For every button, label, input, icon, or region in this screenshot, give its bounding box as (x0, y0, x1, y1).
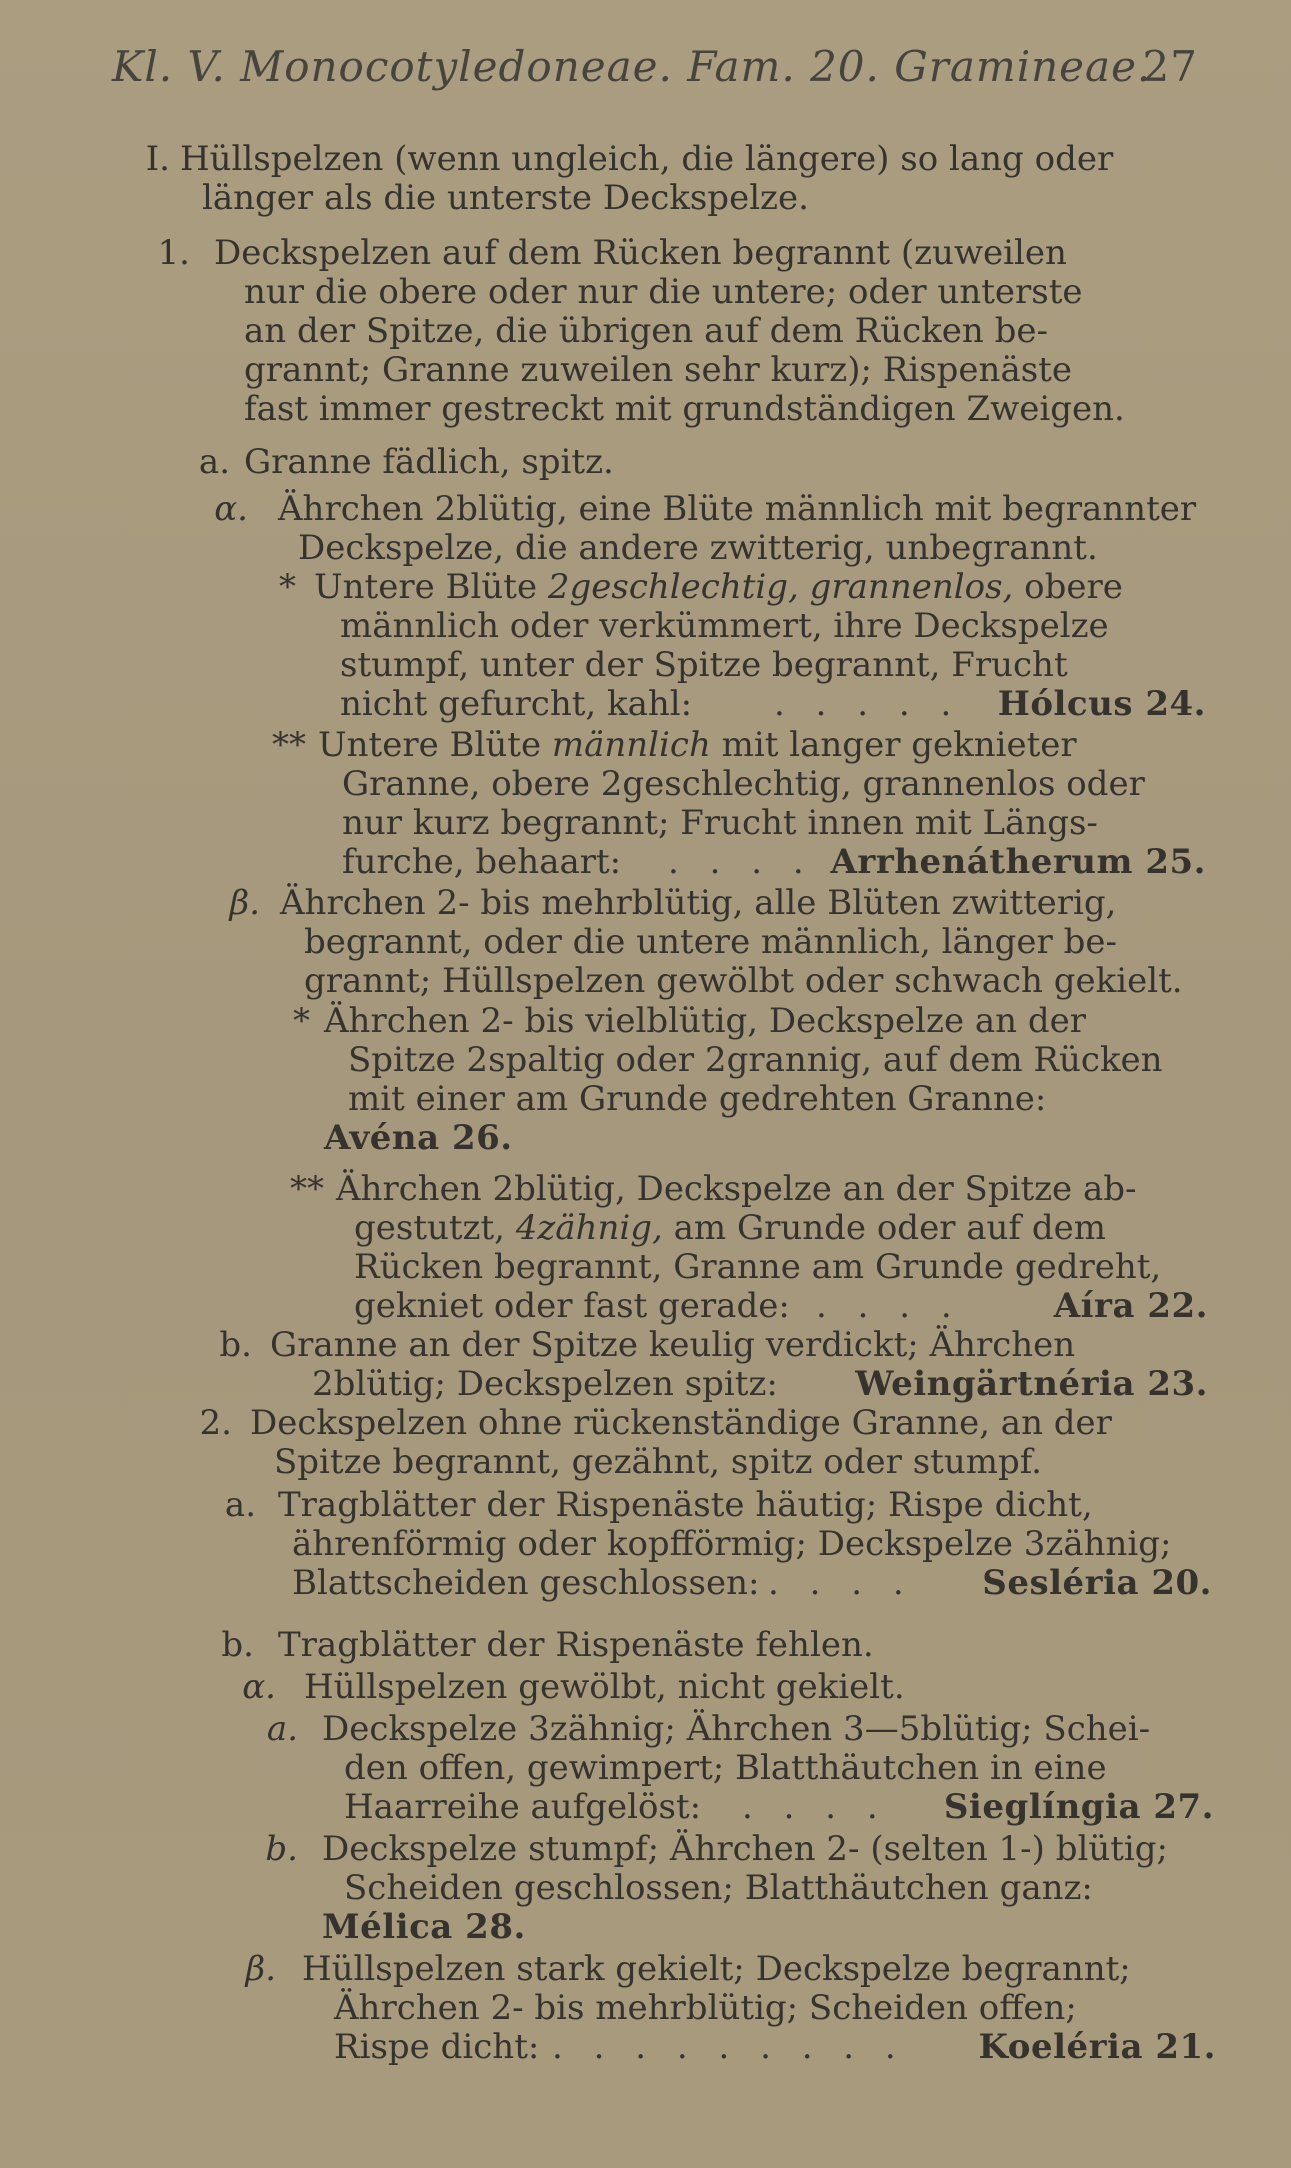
key-entry-1a-alpha (278, 490, 1208, 568)
key-text: Blattscheiden geschlossen: (292, 1563, 760, 1603)
key-line: Spitze 2spaltig oder 2grannig, auf dem Rücken (348, 1040, 1163, 1080)
key-text: Haarreihe aufgelöst: (344, 1787, 702, 1827)
genus-name: Sieglíngia 27. (943, 1787, 1214, 1827)
key-line: an der Spitze, die übrigen auf dem Rücken be- (244, 311, 1048, 351)
key-label-2a: a. (224, 1485, 256, 1525)
key-label-2: 2. (199, 1403, 232, 1443)
key-line: Tragblätter der Rispenäste fehlen. (278, 1625, 874, 1665)
key-text-italic: 2geschlechtig, grannenlos, (547, 567, 1014, 607)
key-entry-1a-alpha-s2 (318, 726, 1206, 882)
key-line: Hüllspelzen (wenn ungleich, die längere) so lang oder (180, 139, 1114, 179)
key-line: nur die obere oder nur die untere; oder unterste (244, 272, 1083, 312)
key-line: grannt; Hüllspelzen gewölbt oder schwach gekielt. (304, 961, 1183, 1001)
leader-dots: . . . . . . . . . (552, 2027, 906, 2067)
leader-dots: . . . . (816, 1286, 962, 1326)
key-entry-1a-beta-s2 (336, 1170, 1208, 1326)
key-entry-2a (278, 1486, 1212, 1603)
genus-name: Avéna 26. (324, 1118, 513, 1158)
key-line: Deckspelzen auf dem Rücken begrannt (zuweilen (214, 233, 1067, 273)
key-text: am Grunde oder auf dem (662, 1208, 1106, 1248)
key-line: den offen, gewimpert; Blatthäutchen in eine (344, 1748, 1107, 1788)
key-text-italic: 4zähnig, (515, 1208, 663, 1248)
key-entry-2b (278, 1626, 1178, 1665)
key-line: Ährchen 2- bis vielblütig, Deckspelze an der (324, 1001, 1087, 1041)
key-line: Deckspelze, die andere zwitterig, unbegrannt. (298, 528, 1098, 568)
key-line: Hüllspelzen gewölbt, nicht gekielt. (304, 1667, 905, 1707)
key-entry-2b-alpha (304, 1668, 1204, 1707)
leader-dots: . . . . . (774, 684, 962, 724)
key-line: fast immer gestreckt mit grundständigen Zweigen. (244, 389, 1125, 429)
key-text: gestutzt, (354, 1208, 516, 1248)
key-entry-1b (270, 1326, 1208, 1404)
leader-dots: . . . . (768, 1563, 914, 1603)
key-text: Untere Blüte (314, 567, 548, 607)
genus-name: Arrhenátherum 25. (830, 842, 1206, 882)
key-line: männlich oder verkümmert, ihre Deckspelze (340, 606, 1109, 646)
key-label-2b-alpha-b: b. (265, 1829, 298, 1869)
key-entry-1a-beta (280, 884, 1208, 1001)
key-text: Rispe dicht: (334, 2027, 540, 2067)
key-entry-2b-alpha-a (322, 1710, 1214, 1827)
key-line: Ährchen 2blütig, Deckspelze an der Spitze ab- (336, 1169, 1137, 1209)
key-line: Tragblätter der Rispenäste häutig; Rispe dicht, (278, 1485, 1093, 1525)
key-text: nicht gefurcht, kahl: (340, 684, 693, 724)
key-label-2b-alpha: α. (242, 1667, 276, 1707)
key-label-1b: b. (219, 1325, 252, 1365)
key-label-1: 1. (157, 233, 190, 273)
key-line: mit einer am Grunde gedrehten Granne: (348, 1079, 1047, 1119)
key-line: Granne, obere 2geschlechtig, grannenlos oder (342, 764, 1145, 804)
key-line: grannt; Granne zuweilen sehr kurz); Rispenäste (244, 350, 1072, 390)
key-label-1a-alpha: α. (214, 489, 248, 529)
key-text: mit langer geknieter (710, 725, 1077, 765)
key-label-1a-beta: β. (229, 883, 260, 923)
key-entry-2b-alpha-b (322, 1830, 1214, 1947)
key-label-1a-beta-s2: ** (290, 1169, 324, 1209)
genus-name: Mélica 28. (322, 1907, 526, 1947)
key-label-1a-alpha-s1: * (279, 567, 296, 607)
key-line: ährenförmig oder kopfförmig; Deckspelze 3zähnig; (292, 1524, 1172, 1564)
genus-name: Aíra 22. (1053, 1286, 1208, 1326)
key-line: Spitze begrannt, gezähnt, spitz oder stumpf. (274, 1442, 1042, 1482)
genus-name: Hólcus 24. (997, 684, 1206, 724)
genus-name: Koeléria 21. (978, 2027, 1216, 2067)
key-entry-1a (244, 443, 1144, 482)
key-text: Untere Blüte (318, 725, 552, 765)
key-entry-1a-alpha-s1 (314, 568, 1206, 724)
key-text: gekniet oder fast gerade: (354, 1286, 790, 1326)
key-entry-1a-beta-s1 (324, 1002, 1208, 1158)
key-entry-I (180, 140, 1198, 218)
running-header (112, 42, 1198, 91)
key-line: Hüllspelzen stark gekielt; Deckspelze begrannt; (302, 1949, 1131, 1989)
key-text-italic: männlich (551, 725, 711, 765)
key-entry-1 (214, 234, 1204, 429)
key-line: Deckspelze stumpf; Ährchen 2- (selten 1-) blütig; (322, 1829, 1169, 1869)
key-label-2b: b. (221, 1625, 254, 1665)
key-label-I: I. (145, 139, 170, 179)
genus-name: Sesléria 20. (982, 1563, 1212, 1603)
running-title: Kl. V. Monocotyledoneae. Fam. 20. Gramineae. (112, 42, 1152, 91)
key-label-1a-beta-s1: * (293, 1001, 310, 1041)
key-label-1a-alpha-s2: ** (272, 725, 306, 765)
key-entry-2b-beta (302, 1950, 1216, 2067)
key-text: obere (1013, 567, 1123, 607)
key-label-1a: a. (198, 442, 230, 482)
key-line: Rücken begrannt, Granne am Grunde gedreht, (354, 1247, 1162, 1287)
page-number: 27 (1142, 42, 1198, 91)
key-line: Ährchen 2blütig, eine Blüte männlich mit begrannter (278, 489, 1197, 529)
key-label-2b-beta: β. (245, 1949, 276, 1989)
key-entry-2 (250, 1404, 1208, 1482)
key-text: 2blütig; Deckspelzen spitz: (312, 1364, 778, 1404)
key-line: Deckspelzen ohne rückenständige Granne, an der (250, 1403, 1112, 1443)
key-line: stumpf, unter der Spitze begrannt, Frucht (340, 645, 1068, 685)
key-line: Granne fädlich, spitz. (244, 442, 614, 482)
leader-dots: . . . . (668, 842, 814, 882)
key-line: Ährchen 2- bis mehrblütig; Scheiden offen; (334, 1988, 1077, 2028)
key-label-2b-alpha-a: a. (266, 1709, 298, 1749)
key-line: Granne an der Spitze keulig verdickt; Ährchen (270, 1325, 1076, 1365)
genus-name: Weingärtnéria 23. (855, 1364, 1208, 1404)
key-line: nur kurz begrannt; Frucht innen mit Längs- (342, 803, 1098, 843)
key-line: länger als die unterste Deckspelze. (202, 178, 809, 218)
key-line: Scheiden geschlossen; Blatthäutchen ganz: (344, 1868, 1093, 1908)
key-text: furche, behaart: (342, 842, 622, 882)
leader-dots: . . . . (742, 1787, 888, 1827)
key-line: Deckspelze 3zähnig; Ährchen 3—5blütig; Schei- (322, 1709, 1151, 1749)
key-line: begrannt, oder die untere männlich, länger be- (304, 922, 1117, 962)
key-line: Ährchen 2- bis mehrblütig, alle Blüten zwitterig, (280, 883, 1117, 923)
